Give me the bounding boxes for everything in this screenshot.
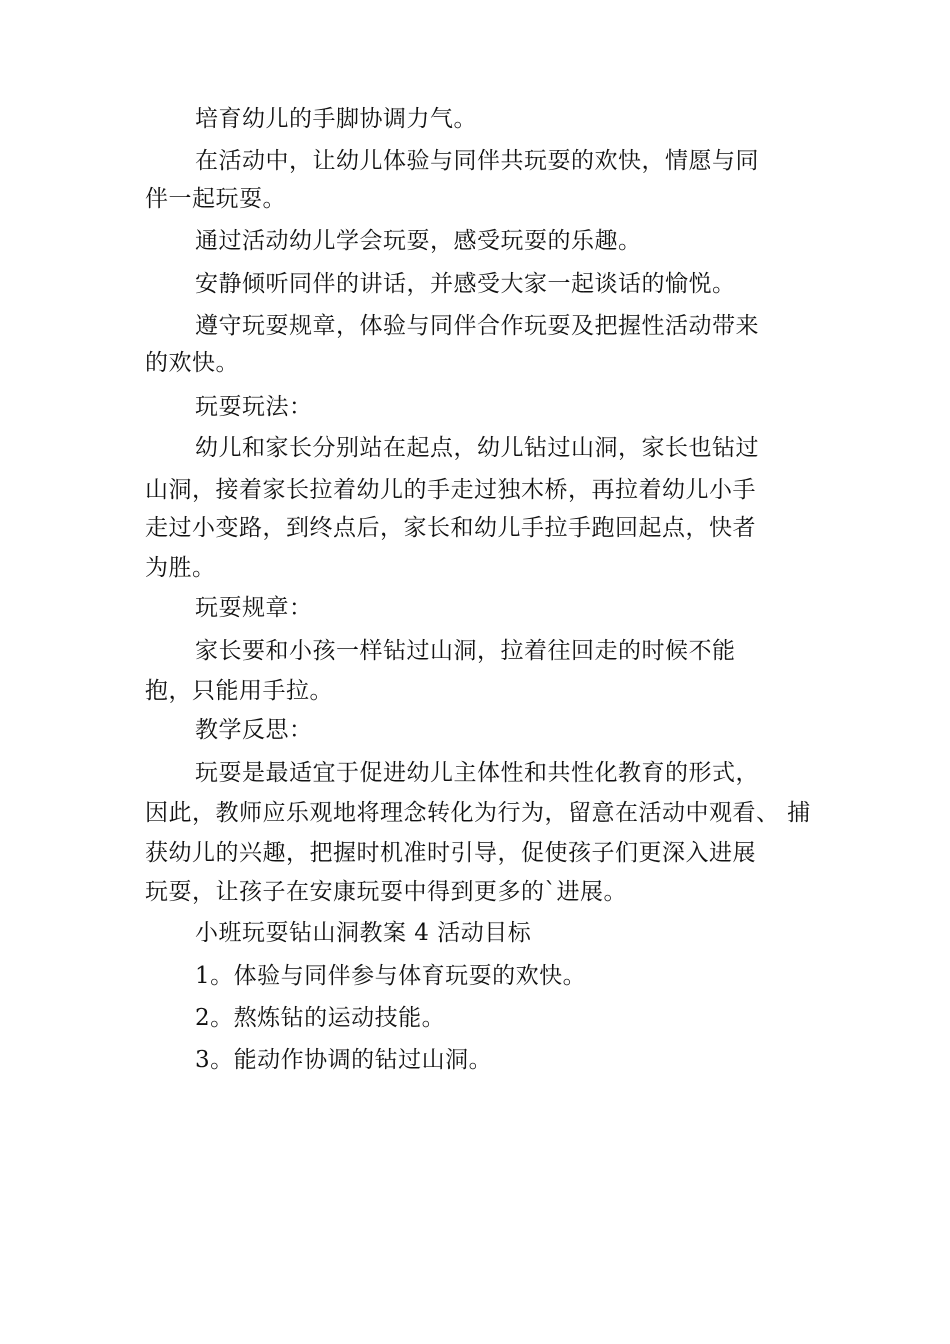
text-line-goal-1: 培育幼儿的手脚协调力气。 — [195, 106, 477, 132]
text-line-rules-2: 抱，只能用手拉。 — [145, 678, 333, 704]
section-heading-gameplay: 玩耍玩法： — [195, 394, 313, 420]
text-line-goal-4: 安静倾听同伴的讲话，并感受大家一起谈话的愉悦。 — [195, 271, 736, 297]
text-line-gameplay-3: 走过小变路，到终点后，家长和幼儿手拉手跑回起点，快者 — [145, 515, 756, 541]
text-line-goal-3: 通过活动幼儿学会玩耍，感受玩耍的乐趣。 — [195, 228, 642, 254]
text-line-reflection-1: 玩耍是最适宜于促进幼儿主体性和共性化教育的形式， — [195, 760, 759, 786]
text-line-goal-5-cont: 的欢快。 — [145, 350, 239, 376]
text-line-gameplay-4: 为胜。 — [145, 555, 216, 581]
list-item-objective-3: 3。能动作协调的钻过山洞。 — [195, 1047, 493, 1073]
list-item-objective-2: 2。熬炼钻的运动技能。 — [195, 1005, 446, 1031]
section-heading-reflection: 教学反思： — [195, 717, 313, 743]
text-line-goal-2: 在活动中，让幼儿体验与同伴共玩耍的欢快，情愿与同 — [195, 148, 759, 174]
section-heading-rules: 玩耍规章： — [195, 595, 313, 621]
text-line-goal-2-cont: 伴一起玩耍。 — [145, 186, 286, 212]
text-line-goal-5: 遵守玩耍规章，体验与同伴合作玩耍及把握性活动带来 — [195, 313, 759, 339]
text-line-rules-1: 家长要和小孩一样钻过山洞，拉着往回走的时候不能 — [195, 638, 736, 664]
text-line-reflection-3: 获幼儿的兴趣，把握时机准时引导，促使孩子们更深入进展 — [145, 840, 756, 866]
text-line-reflection-2: 因此，教师应乐观地将理念转化为行为，留意在活动中观看、 捕 — [145, 800, 811, 826]
list-item-objective-1: 1。体验与同伴参与体育玩耍的欢快。 — [195, 963, 587, 989]
section-heading-plan-4-objectives: 小班玩耍钻山洞教案 4 活动目标 — [195, 920, 532, 946]
text-line-gameplay-1: 幼儿和家长分别站在起点，幼儿钻过山洞，家长也钻过 — [195, 435, 759, 461]
text-line-gameplay-2: 山洞，接着家长拉着幼儿的手走过独木桥，再拉着幼儿小手 — [145, 477, 756, 503]
text-line-reflection-4: 玩耍，让孩子在安康玩耍中得到更多的`进展。 — [145, 879, 627, 905]
